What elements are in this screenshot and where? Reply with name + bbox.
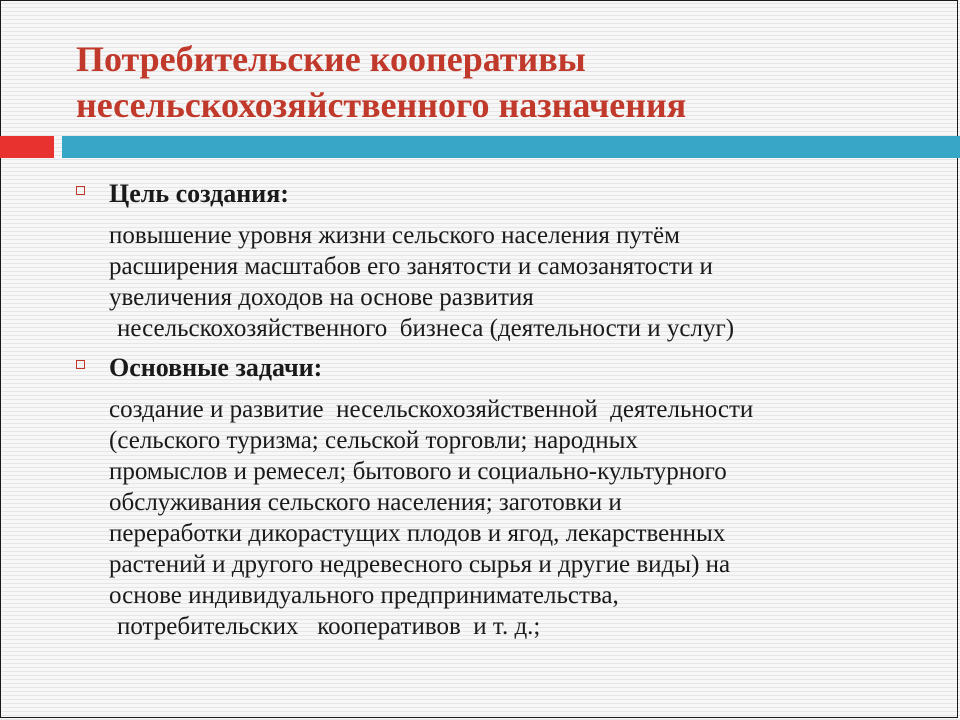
square-bullet-icon — [76, 360, 85, 369]
text-line: (сельского туризма; сельской торговли; народных — [109, 427, 638, 454]
text-line: обслуживания сельского населения; заготовки и — [109, 489, 622, 516]
section-tasks-label: Основные задачи: — [109, 353, 323, 382]
text-line: потребительских кооперативов и т. д.; — [117, 613, 541, 640]
text-line: основе индивидуального предпринимательства, — [109, 582, 619, 609]
accent-bar-red — [0, 136, 54, 158]
title-line-1: Потребительские кооперативы — [76, 39, 586, 79]
slide-content — [76, 176, 936, 642]
text-line: промыслов и ремесел; бытового и социально-культурного — [109, 458, 727, 485]
slide-title — [76, 36, 936, 128]
text-line: повышение уровня жизни сельского населения путём — [109, 222, 680, 249]
square-bullet-icon — [76, 186, 85, 195]
text-line: растений и другого недревесного сырья и другие виды) на — [109, 551, 731, 578]
section-goal-heading — [76, 176, 936, 212]
title-line-2: несельскохозяйственного назначения — [76, 85, 687, 125]
text-line: переработки дикорастущих плодов и ягод, лекарственных — [109, 520, 726, 547]
section-goal-label: Цель создания: — [109, 179, 289, 208]
accent-bar-blue — [62, 136, 960, 158]
text-line: расширения масштабов его занятости и самозанятости и — [109, 253, 713, 280]
section-tasks-text — [76, 394, 936, 642]
section-goal-text — [76, 220, 936, 344]
section-tasks-heading — [76, 350, 936, 386]
text-line: несельскохозяйственного бизнеса (деятельности и услуг) — [117, 315, 735, 342]
text-line: увеличения доходов на основе развития — [109, 284, 534, 311]
text-line: создание и развитие несельскохозяйственной деятельности — [109, 396, 754, 423]
